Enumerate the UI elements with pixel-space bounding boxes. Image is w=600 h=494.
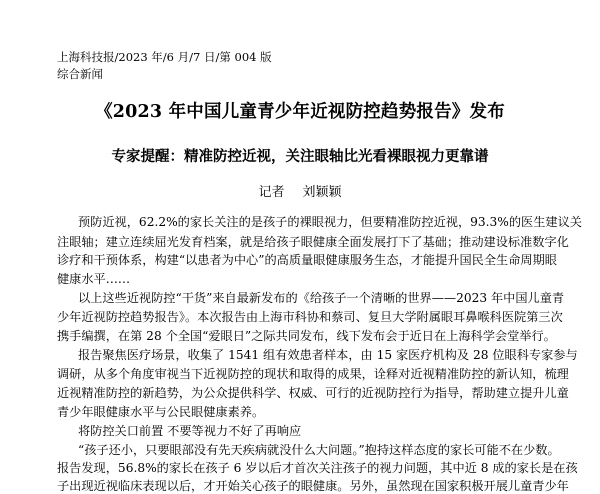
body-line: 近视精准防控的新趋势，为公众提供科学、权威、可行的近视防控行为指导，帮助建立提升儿童: [57, 386, 569, 400]
body-line: 报告聚焦医疗场景，收集了 1541 组有效患者样本，由 15 家医疗机构及 28 位眼科专家参与: [78, 348, 578, 362]
byline-label: 记者: [258, 185, 285, 200]
source-line: 上海科技报/2023 年/6 月/7 日/第 004 版: [57, 50, 272, 64]
body-line: 健康水平……: [57, 272, 131, 286]
byline-name: 刘颖颖: [302, 185, 342, 200]
section-heading: 将防控关口前置 不要等视力不好了再响应: [78, 424, 302, 438]
body-line: 诊疗和干预体系，构建“以患者为中心”的高质量眼健康服务生态，才能提升国民全生命周期眼: [57, 253, 557, 267]
article-subheadline: 专家提醒：精准防控近视，关注眼轴比光看裸眼视力更靠谱: [111, 148, 489, 165]
body-line: 子出现近视临床表现以后，才开始关心孩子的眼健康。另外，虽然现在国家积极开展儿童青少年: [57, 479, 569, 493]
body-line: 预防近视，62.2%的家长关注的是孩子的裸眼视力，但要精准防控近视，93.3%的医生建议关: [78, 215, 582, 229]
body-line: 青少年眼健康水平与公民眼健康素养。: [57, 405, 265, 419]
body-line: 以上这些近视防控“干货”来自最新发布的《给孩子一个清晰的世界——2023 年中国儿童青: [78, 291, 565, 305]
byline: [0, 181, 600, 200]
section-label: 综合新闻: [57, 67, 103, 81]
body-line: 报告发现，56.8%的家长在孩子 6 岁以后才首次关注孩子的视力问题，其中近 8 成的家长是在孩: [57, 461, 578, 475]
body-line: “孩子还小，只要眼部没有先天疾病就没什么大问题。”抱持这样态度的家长可能不在少数。: [78, 443, 560, 457]
body-line: 调研，从多个角度审视当下近视防控的现状和取得的成果，诠释对近视精准防控的新认知，梳理: [57, 367, 569, 381]
body-line: 少年近视防控趋势报告》。本次报告由上海市科协和蔡司、复旦大学附属眼耳鼻喉科医院第三次: [57, 310, 563, 324]
article-headline: 《2023 年中国儿童青少年近视防控趋势报告》发布: [95, 102, 505, 122]
body-line: 注眼轴；建立连续屈光发育档案，就是给孩子眼健康全面发展打下了基础；推动建设标准数字化: [57, 235, 569, 249]
body-line: 携手编撰，在第 28 个全国“爱眼日”之际共同发布，线下发布会于近日在上海科学会堂举行。: [57, 329, 556, 343]
